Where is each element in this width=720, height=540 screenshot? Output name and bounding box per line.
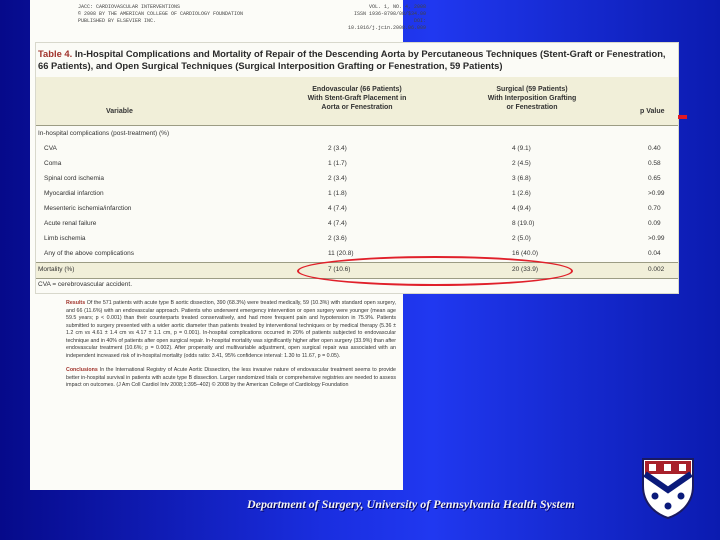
mortality-row: Mortality (%) 7 (10.6) 20 (33.9) 0.002 (36, 262, 678, 279)
table-row: Coma 1 (1.7) 2 (4.5) 0.58 (44, 160, 661, 167)
table-row: Limb ischemia 2 (3.6) 2 (5.0) >0.99 (44, 235, 665, 242)
header-surgical: Surgical (59 Patients) With Interposition Grafting or Fenestration (487, 86, 577, 111)
results-paragraph: Results Of the 571 patients with acute type B aortic dissection, 390 (68.3%) were treated medically, 59 (10.3%) with standard open surgery, and 66 (11.6%) with an endovascular approach. Patients who underwent emergency intervention or open surgery were younger (mean age 59.5 years; p < 0.001) than their counterparts treated conservatively, and had more frequent pain and hypotension in 75.9%. Patients submitted to surgery presented with a wider aortic diameter than patients treated by interventional techniques or by medical therapy (5.36 ± 1.2 cm vs 4.61 ± 1.4 cm vs 4.17 ± 1.1 cm, p = 0.001). In-hospital complications occurred in 20% of patients subjected to endovascular technique and in 40% of patients after open surgical repair. In-hospital mortality was significantly higher after open surgery (33.9%) than after endovascular treatment (10.6%; p = 0.002). After propensity and multivariable adjustment, open surgical repair was associated with an independent increased risk of in-hospital mortality (odds ratio: 3.41, 95% confidence interval: 1.30 to 11.67, p = 0.05). (66, 300, 396, 359)
header-variable: Variable (106, 108, 133, 115)
header-pvalue: p Value (640, 108, 665, 115)
table-row: Spinal cord ischemia 2 (3.4) 3 (6.8) 0.65 (44, 175, 661, 182)
table-row: CVA 2 (3.4) 4 (9.1) 0.40 (44, 145, 661, 152)
table-footnote: CVA = cerebrovascular accident. (38, 281, 132, 288)
table-caption: Table 4. In-Hospital Complications and Mortality of Repair of the Descending Aorta by Percutaneous Techniques (Stent-Graft or Fenestration, 66 Patients), and Open Surgical Techniques (Surgical Interposition Grafting or Fenestration, 59 Patients) (38, 48, 666, 71)
journal-header-left: JACC: CARDIOVASCULAR INTERVENTIONS © 2008 BY THE AMERICAN COLLEGE OF CARDIOLOGY FOUNDATION PUBLISHED BY ELSEVIER INC. (78, 4, 244, 24)
table-row: Myocardial infarction 1 (1.8) 1 (2.6) >0.99 (44, 190, 665, 197)
table-row: Mesenteric ischemia/infarction 4 (7.4) 4 (9.4) 0.70 (44, 205, 661, 212)
table-row: Any of the above complications 11 (20.8) 16 (40.0) 0.04 (44, 250, 661, 257)
complications-table (36, 43, 678, 293)
table-header (36, 77, 678, 126)
footer-caption: Department of Surgery, University of Pennsylvania Health System (247, 497, 575, 511)
highlight-circle (297, 256, 573, 286)
abstract (66, 300, 396, 397)
journal-header-right: VOL. 1, NO. 4, 2008 ISSN 1936-8798/08/$34.00 DOI: 10.1016/j.jcin.2008.06.009 (348, 4, 427, 31)
red-marker (678, 115, 687, 119)
conclusions-paragraph: Conclusions In the International Registry of Acute Aortic Dissection, the less invasive nature of endovascular treatment seems to provide better in-hospital survival in patients with acute type B dissection. Larger randomized trials or comprehensive registries are needed to assess impact on outcomes. (J Am Coll Cardiol Intv 2008;1:395–402) © 2008 by the American College of Cardiology Foundation (66, 367, 396, 388)
table-row: Acute renal failure 4 (7.4) 8 (19.0) 0.09 (44, 220, 661, 227)
section-row: In-hospital complications (post-treatment) (%) (38, 130, 170, 137)
penn-shield-icon (640, 456, 696, 520)
header-endovascular: Endovascular (66 Patients) With Stent-Graft Placement in Aorta or Fenestration (307, 86, 407, 111)
